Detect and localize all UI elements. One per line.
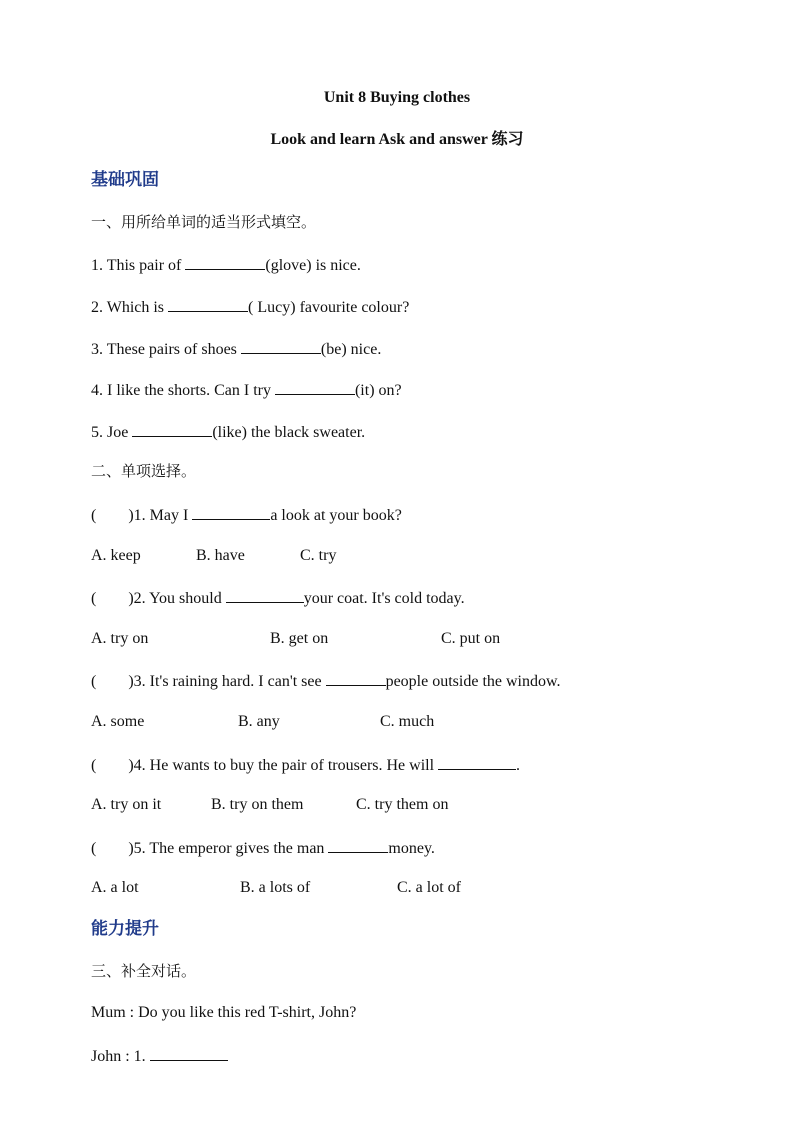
answer-paren[interactable]: ( ) bbox=[91, 590, 134, 607]
option-c[interactable]: C. much bbox=[380, 713, 435, 730]
dialogue-line-2: John : 1. bbox=[91, 1045, 228, 1067]
answer-paren[interactable]: ( ) bbox=[91, 757, 134, 774]
part-title-3: 三、补全对话。 bbox=[91, 962, 197, 980]
part-title-1: 一、用所给单词的适当形式填空。 bbox=[91, 213, 317, 231]
answer-blank bbox=[226, 587, 304, 603]
section-heading-basic: 基础巩固 bbox=[91, 170, 159, 190]
option-a[interactable]: A. a lot bbox=[91, 879, 139, 896]
answer-blank[interactable] bbox=[185, 254, 265, 270]
answer-blank[interactable] bbox=[275, 379, 355, 395]
option-a[interactable]: A. try on bbox=[91, 630, 149, 647]
answer-blank bbox=[192, 504, 270, 520]
page-title: Unit 8 Buying clothes bbox=[323, 89, 471, 106]
fill-item-1: 1. This pair of (glove) is nice. bbox=[91, 254, 361, 276]
answer-blank[interactable] bbox=[150, 1045, 228, 1061]
choice-question-4: ( )4. He wants to buy the pair of trousers. He will . bbox=[91, 754, 520, 776]
option-c[interactable]: C. a lot of bbox=[397, 879, 461, 896]
answer-blank[interactable] bbox=[168, 296, 248, 312]
choice-question-1: ( )1. May I a look at your book? bbox=[91, 504, 402, 526]
option-b[interactable]: B. a lots of bbox=[240, 879, 311, 896]
page-subtitle: Look and learn Ask and answer 练习 bbox=[270, 131, 524, 148]
section-heading-advanced: 能力提升 bbox=[91, 919, 159, 939]
answer-blank bbox=[326, 670, 386, 686]
answer-paren[interactable]: ( ) bbox=[91, 840, 134, 857]
option-b[interactable]: B. try on them bbox=[211, 796, 304, 813]
dialogue-line-1: Mum : Do you like this red T-shirt, John? bbox=[91, 1004, 357, 1021]
option-b[interactable]: B. get on bbox=[270, 630, 329, 647]
fill-item-4: 4. I like the shorts. Can I try (it) on? bbox=[91, 379, 402, 401]
fill-item-3: 3. These pairs of shoes (be) nice. bbox=[91, 338, 381, 360]
choice-question-3: ( )3. It's raining hard. I can't see people outside the window. bbox=[91, 670, 561, 692]
answer-blank[interactable] bbox=[241, 338, 321, 354]
answer-blank bbox=[438, 754, 516, 770]
part-title-2: 二、单项选择。 bbox=[91, 462, 197, 480]
option-b[interactable]: B. have bbox=[196, 547, 245, 564]
fill-item-2: 2. Which is ( Lucy) favourite colour? bbox=[91, 296, 409, 318]
answer-paren[interactable]: ( ) bbox=[91, 673, 134, 690]
option-b[interactable]: B. any bbox=[238, 713, 280, 730]
option-c[interactable]: C. try them on bbox=[356, 796, 449, 813]
option-a[interactable]: A. keep bbox=[91, 547, 141, 564]
option-a[interactable]: A. try on it bbox=[91, 796, 162, 813]
answer-blank bbox=[328, 837, 388, 853]
option-c[interactable]: C. put on bbox=[441, 630, 501, 647]
answer-blank[interactable] bbox=[132, 421, 212, 437]
option-c[interactable]: C. try bbox=[300, 547, 337, 564]
answer-paren[interactable]: ( ) bbox=[91, 507, 134, 524]
fill-item-5: 5. Joe (like) the black sweater. bbox=[91, 421, 365, 443]
choice-question-5: ( )5. The emperor gives the man money. bbox=[91, 837, 435, 859]
choice-question-2: ( )2. You should your coat. It's cold today. bbox=[91, 587, 465, 609]
option-a[interactable]: A. some bbox=[91, 713, 145, 730]
